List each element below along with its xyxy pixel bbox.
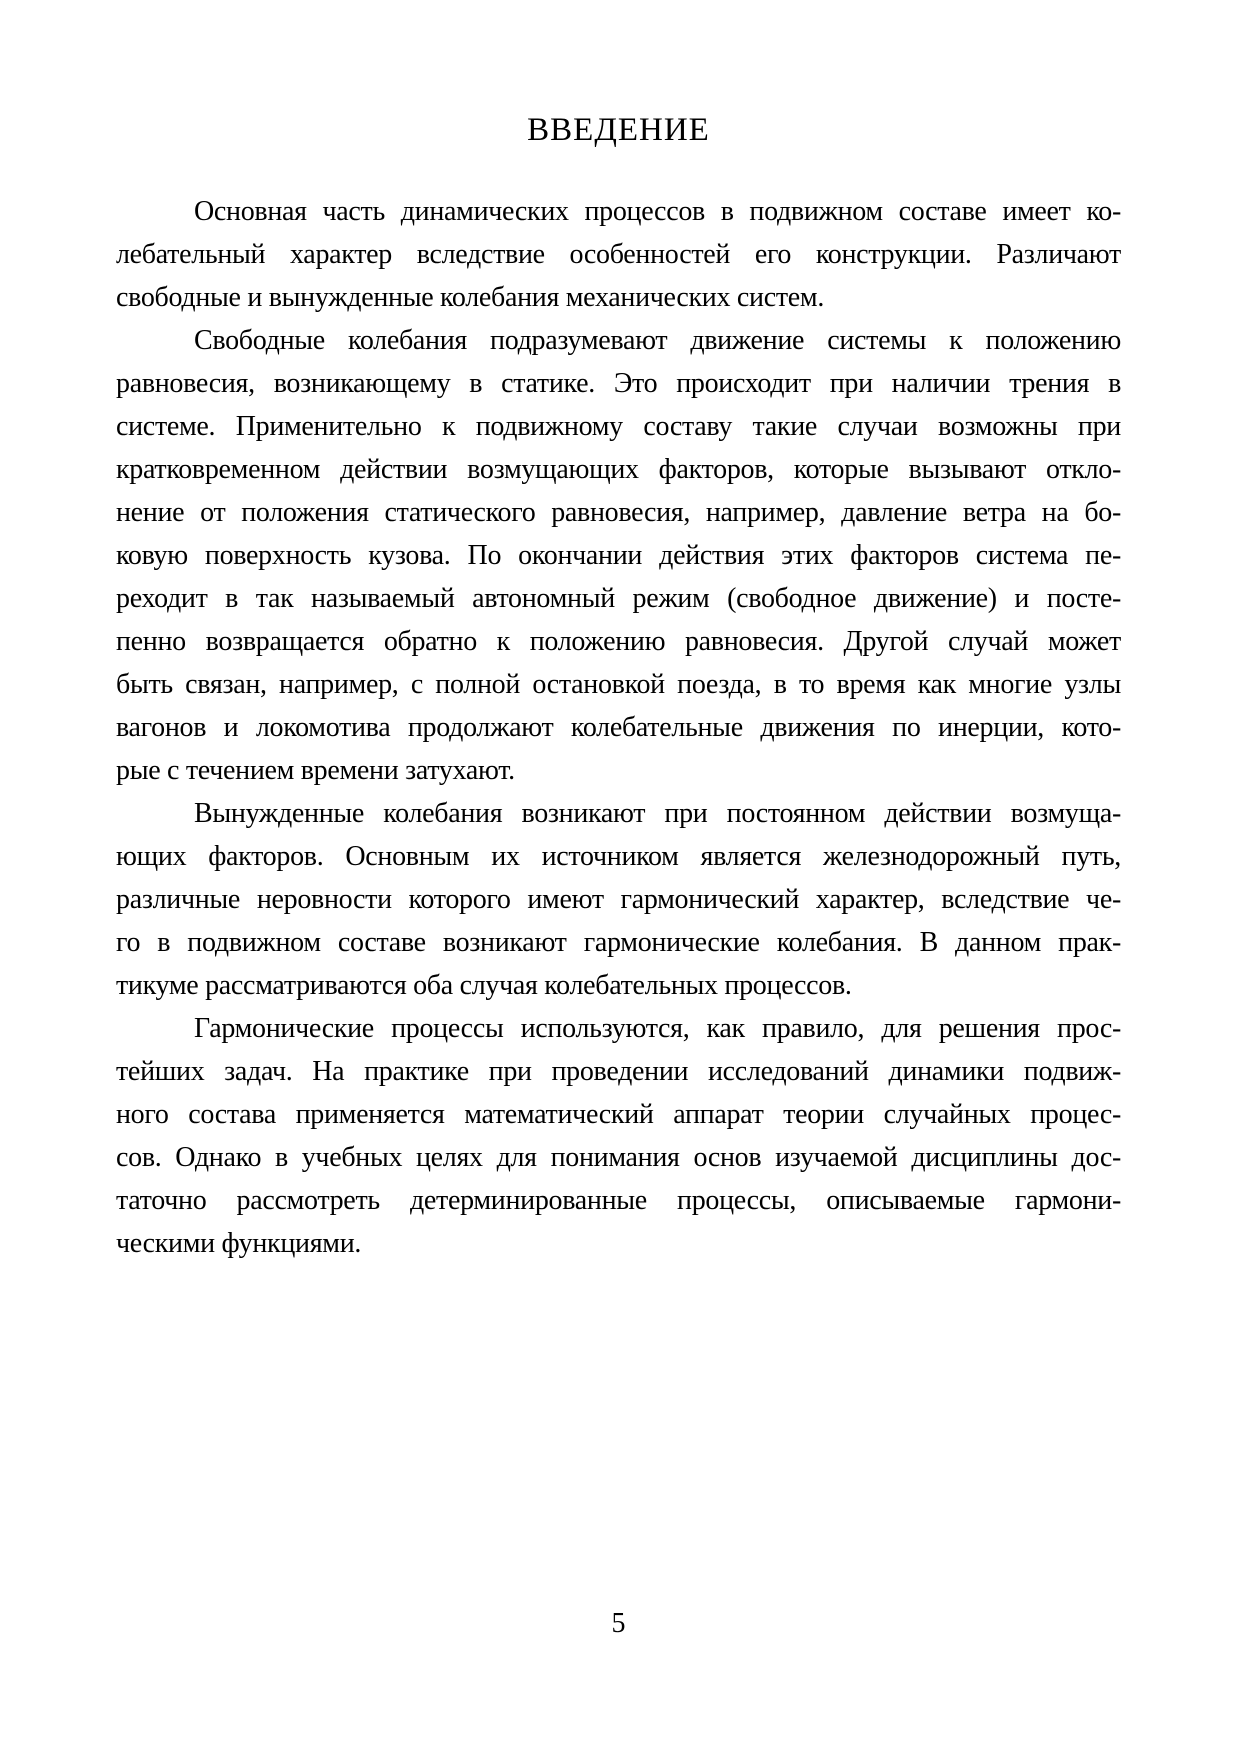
text-line: ческими функциями. [116,1228,362,1259]
text-line: Свободные колебания подразумевают движение системы к положению [194,325,1121,356]
page-title: ВВЕДЕНИЕ [527,112,710,148]
text-line: тикуме рассматриваются оба случая колебательных процессов. [116,970,852,1001]
text-line: различные неровности которого имеют гармонический характер, вследствие че- [116,884,1121,915]
text-line: кратковременном действии возмущающих факторов, которые вызывают откло- [116,454,1121,485]
text-line: пенно возвращается обратно к положению равновесия. Другой случай может [116,626,1121,657]
text-line: рые с течением времени затухают. [116,755,515,786]
text-line: нение от положения статического равновесия, например, давление ветра на бо- [116,497,1121,528]
text-line: Вынужденные колебания возникают при постоянном действии возмуща- [194,798,1121,829]
text-line: Основная часть динамических процессов в подвижном составе имеет ко- [194,196,1121,227]
paragraph [116,792,1121,1007]
page-number: 5 [611,1608,626,1639]
text-line: го в подвижном составе возникают гармонические колебания. В данном прак- [116,927,1121,958]
text-line: сов. Однако в учебных целях для понимания основ изучаемой дисциплины дос- [116,1142,1121,1173]
text-line: быть связан, например, с полной остановкой поезда, в то время как многие узлы [116,669,1121,700]
text-line: свободные и вынужденные колебания механических систем. [116,282,825,313]
text-line: тейших задач. На практике при проведении исследований динамики подвиж- [116,1056,1121,1087]
text-line: вагонов и локомотива продолжают колебательные движения по инерции, кото- [116,712,1121,743]
paragraph [116,319,1121,792]
text-line: лебательный характер вследствие особенностей его конструкции. Различают [116,239,1121,270]
text-line: ковую поверхность кузова. По окончании действия этих факторов система пе- [116,540,1121,571]
text-line: системе. Применительно к подвижному составу такие случаи возможны при [116,411,1121,442]
text-line: таточно рассмотреть детерминированные процессы, описываемые гармони- [116,1185,1121,1216]
text-line: Гармонические процессы используются, как правило, для решения прос- [194,1013,1121,1044]
paragraph [116,1007,1121,1265]
text-line: ного состава применяется математический аппарат теории случайных процес- [116,1099,1121,1130]
text-line: ющих факторов. Основным их источником является железнодорожный путь, [116,841,1121,872]
document-body [116,190,1121,1265]
text-line: реходит в так называемый автономный режим (свободное движение) и посте- [116,583,1121,614]
text-line: равновесия, возникающему в статике. Это происходит при наличии трения в [116,368,1121,399]
paragraph [116,190,1121,319]
